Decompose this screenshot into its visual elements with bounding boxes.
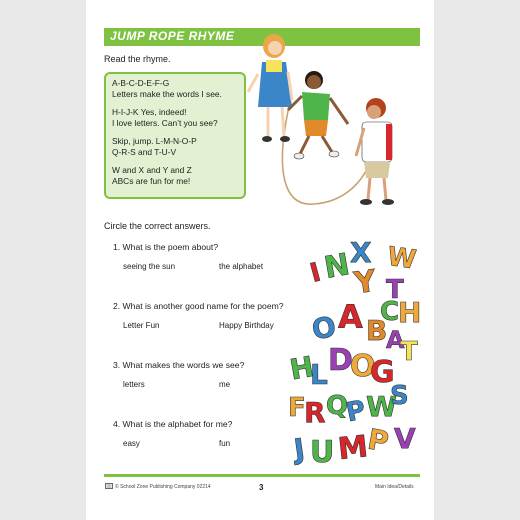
- jump-rope-illustration: [244, 32, 420, 210]
- footer-divider: [104, 474, 420, 477]
- rhyme-line: Letters make the words I see.: [112, 88, 222, 99]
- svg-text:H: H: [398, 296, 422, 329]
- svg-text:T: T: [400, 337, 418, 367]
- stanza-2: [112, 107, 218, 128]
- svg-text:B: B: [366, 314, 388, 347]
- svg-text:W: W: [385, 241, 419, 276]
- stanza-3: [112, 136, 197, 157]
- answer-option[interactable]: Happy Birthday: [219, 321, 274, 330]
- rhyme-line: Skip, jump. L-M-N-O-P: [112, 136, 197, 146]
- svg-text:P: P: [343, 394, 369, 429]
- svg-text:M: M: [336, 429, 370, 468]
- svg-text:V: V: [394, 422, 416, 455]
- answer-option[interactable]: me: [219, 380, 231, 389]
- jumping-kid-figure: [288, 71, 348, 159]
- svg-text:C: C: [380, 297, 400, 327]
- rhyme-box: [104, 72, 246, 199]
- svg-text:X: X: [350, 236, 372, 269]
- svg-text:W: W: [366, 390, 397, 423]
- answer-option[interactable]: Letter Fun: [123, 321, 160, 330]
- page-title: JUMP ROPE RHYME: [110, 29, 235, 43]
- svg-text:O: O: [309, 309, 339, 347]
- page-number: 3: [259, 483, 264, 492]
- svg-text:A: A: [386, 326, 405, 354]
- svg-text:O: O: [350, 349, 376, 384]
- svg-text:P: P: [365, 422, 392, 459]
- circle-instruction: Circle the correct answers.: [104, 221, 211, 231]
- question-1: 1. What is the poem about?: [113, 242, 219, 252]
- svg-text:Q: Q: [326, 391, 349, 421]
- answer-option[interactable]: seeing the sun: [123, 262, 176, 271]
- svg-text:F: F: [288, 393, 306, 423]
- svg-text:G: G: [370, 355, 395, 390]
- answer-option[interactable]: letters: [123, 380, 145, 389]
- question-4: 4. What is the alphabet for me?: [113, 419, 233, 429]
- svg-text:L: L: [310, 358, 328, 391]
- question-3: 3. What makes the words we see?: [113, 360, 245, 370]
- stanza-4: [112, 165, 192, 186]
- svg-text:T: T: [386, 275, 404, 305]
- rhyme-line: A-B-C-D-E-F-G: [112, 78, 170, 88]
- svg-text:I: I: [306, 257, 325, 290]
- svg-text:D: D: [328, 343, 353, 378]
- svg-text:Y: Y: [352, 263, 379, 302]
- svg-text:A: A: [338, 298, 363, 336]
- svg-text:U: U: [310, 435, 335, 470]
- school-zone-logo-icon: [105, 483, 113, 489]
- footer-copyright: © School Zone Publishing Company 02214: [115, 484, 211, 490]
- svg-text:R: R: [304, 396, 326, 429]
- rhyme-line: I love letters. Can’t you see?: [112, 117, 218, 128]
- rhyme-line: Q-R-S and T-U-V: [112, 146, 177, 157]
- svg-text:S: S: [390, 381, 409, 411]
- read-instruction: Read the rhyme.: [104, 54, 171, 64]
- stanza-1: [112, 78, 222, 99]
- rhyme-line: W and X and Y and Z: [112, 165, 192, 175]
- footer-section: Main Idea/Details: [375, 484, 414, 490]
- svg-text:J: J: [291, 432, 307, 467]
- answer-option[interactable]: the alphabet: [219, 262, 264, 271]
- svg-text:N: N: [321, 247, 353, 286]
- answer-option[interactable]: fun: [219, 439, 231, 448]
- rhyme-line: H-I-J-K Yes, indeed!: [112, 107, 187, 117]
- question-2: 2. What is another good name for the poem?: [113, 301, 284, 311]
- answer-option[interactable]: easy: [123, 439, 140, 448]
- svg-text:H: H: [287, 349, 317, 387]
- colorful-letters-art: [282, 236, 424, 470]
- boy-figure: [356, 98, 394, 205]
- rhyme-line: ABCs are fun for me!: [112, 175, 191, 186]
